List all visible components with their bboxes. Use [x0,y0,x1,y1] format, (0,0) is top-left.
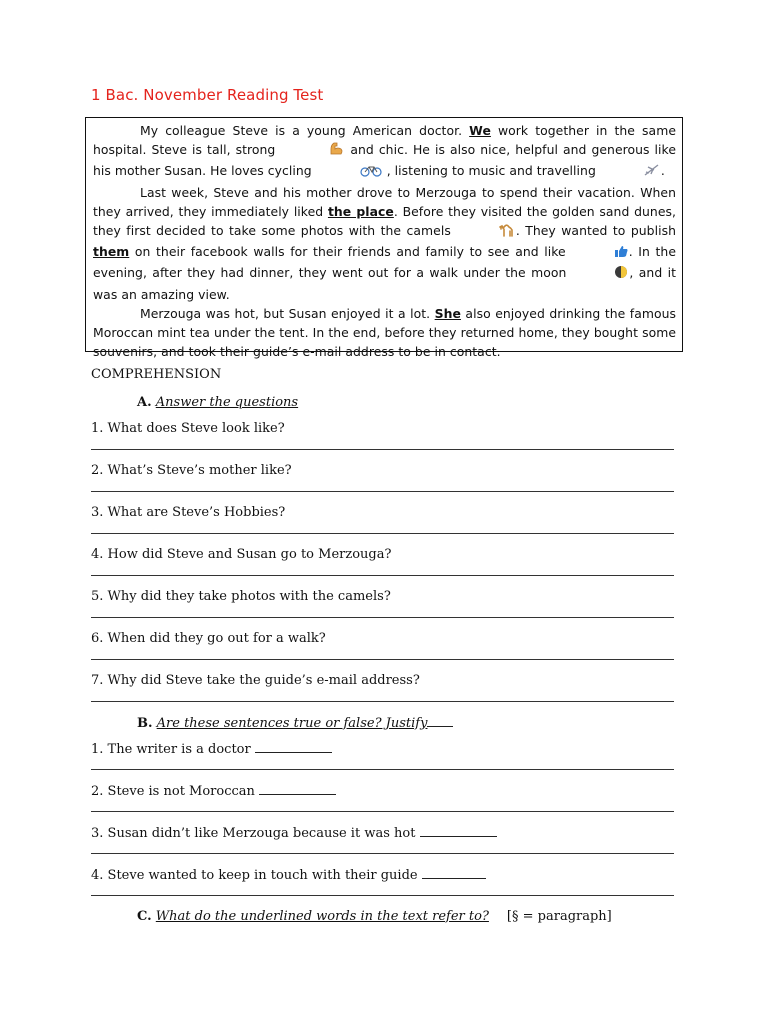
question-a3: 3. What are Steve’s Hobbies? [91,505,286,520]
true-false-blank[interactable] [422,867,486,879]
answer-line[interactable] [91,701,674,702]
reading-passage [85,117,683,360]
section-a-heading [137,395,298,410]
paragraph-3 [93,304,676,362]
statement-b1 [91,741,332,757]
question-a7: 7. Why did Steve take the guide’s e-mail address? [91,673,420,688]
section-instruction: Are these sentences true or false? Justify [156,716,428,731]
text: . They wanted to publish [515,223,676,239]
camel-icon [452,223,515,242]
statement-text: 3. Susan didn’t like Merzouga because it was hot [91,826,416,841]
text: Merzouga was hot, but Susan enjoyed it a lot. [140,305,435,321]
answer-line[interactable] [91,575,674,576]
answer-line[interactable] [91,769,674,770]
question-a4: 4. How did Steve and Susan go to Merzouga? [91,547,392,562]
answer-line[interactable] [91,533,674,534]
section-instruction: What do the underlined words in the text refer to? [155,909,489,924]
text: work together in the same hospital. Steve is tall, strong [93,123,676,158]
question-a2: 2. What’s Steve’s mother like? [91,463,292,478]
section-letter: A. [137,395,152,410]
text: . In the evening, after they had dinner, they went out for a walk under the moon [93,244,677,281]
true-false-blank[interactable] [255,741,332,753]
section-letter: B. [137,716,153,731]
section-instruction: Answer the questions [155,395,299,410]
answer-line[interactable] [91,617,674,618]
paragraph-note: [§ = paragraph] [506,909,612,924]
paragraph-2 [93,183,676,304]
true-false-blank[interactable] [420,825,497,837]
answer-line[interactable] [91,895,674,896]
paragraph-1 [93,121,676,183]
moon-icon [567,265,628,284]
instruction-underline [427,715,453,727]
statement-text: 4. Steve wanted to keep in touch with their guide [91,868,418,883]
bicycle-icon [313,163,382,182]
flexed-biceps-icon [281,141,344,161]
comprehension-heading: COMPREHENSION [91,367,222,382]
question-a6: 6. When did they go out for a walk? [91,631,326,646]
text: . [660,163,665,179]
underlined-word-she: She [434,305,461,321]
answer-line[interactable] [91,853,674,854]
airplane-icon [597,163,660,182]
section-c-heading [137,909,612,924]
text: on their facebook walls for their friends and family to see and like [129,244,566,260]
question-a1: 1. What does Steve look like? [91,421,285,436]
page-title: 1 Bac. November Reading Test [91,86,324,104]
underlined-word-the-place: the place [327,203,394,219]
text: , and it was an amazing view. [93,265,677,302]
statement-b4 [91,867,486,883]
statement-text: 2. Steve is not Moroccan [91,784,255,799]
answer-line[interactable] [91,449,674,450]
answer-line[interactable] [91,659,674,660]
underlined-word-we: We [469,123,491,138]
thumbs-up-icon [567,244,628,263]
answer-line[interactable] [91,491,674,492]
true-false-blank[interactable] [259,783,336,795]
text: also enjoyed drinking the famous Moroccan mint tea under the tent. In the end, before they returned home, they bought some souvenirs, and took their guide’s e-mail address to be in contact. [93,305,676,360]
question-a5: 5. Why did they take photos with the camels? [91,589,391,604]
text: Last week, Steve and his mother drove to Merzouga to spend their vacation. When they arrived, they immediately liked [93,184,676,219]
text: . Before they visited the golden sand dunes, they first decided to take some photos with the camels [93,203,677,239]
statement-text: 1. The writer is a doctor [91,742,251,757]
statement-b3 [91,825,497,841]
answer-line[interactable] [91,811,674,812]
statement-b2 [91,783,336,799]
underlined-word-them: them [93,244,130,260]
section-b-heading [137,715,453,731]
text: , listening to music and travelling [382,163,596,179]
text: My colleague Steve is a young American doctor. [140,123,470,138]
section-letter: C. [137,909,152,924]
text: and chic. He is also nice, helpful and generous like his mother Susan. He loves cycling [93,142,676,179]
